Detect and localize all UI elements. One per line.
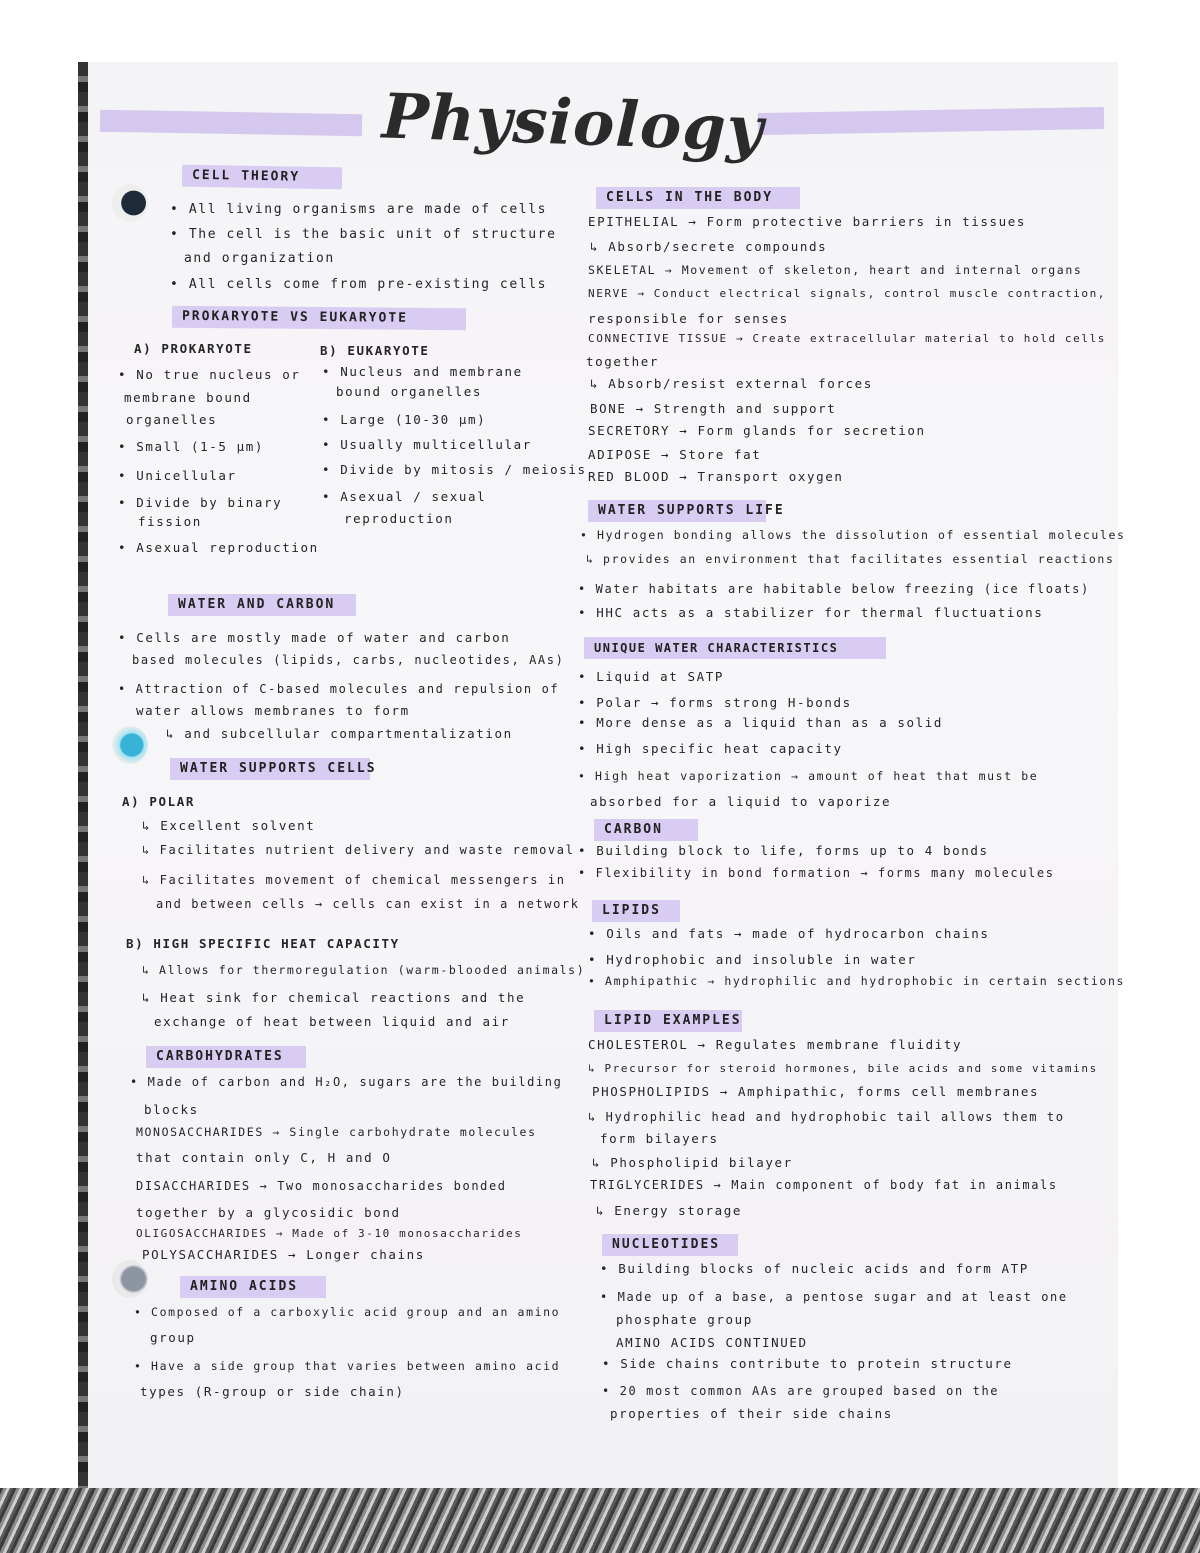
text-line: OLIGOSACCHARIDES → Made of 3-10 monosaccharides (136, 1227, 523, 1240)
background-right (1118, 62, 1200, 1488)
heading-water-supports-cells: WATER SUPPORTS CELLS (170, 758, 370, 780)
text-line: BONE → Strength and support (590, 401, 837, 416)
heading-carbon: CARBON (594, 819, 698, 841)
text-line: AMINO ACIDS CONTINUED (616, 1335, 808, 1350)
text-line: ↳ Excellent solvent (142, 818, 316, 833)
text-line: • Flexibility in bond formation → forms many molecules (578, 866, 1055, 880)
text-line: CHOLESTEROL → Regulates membrane fluidity (588, 1037, 963, 1052)
text-line: POLYSACCHARIDES → Longer chains (142, 1247, 425, 1262)
text-line: reproduction (344, 511, 454, 526)
text-line: RED BLOOD → Transport oxygen (588, 469, 844, 484)
text-line: • Asexual / sexual (322, 489, 487, 504)
text-line: TRIGLYCERIDES → Main component of body fat in animals (590, 1178, 1058, 1192)
binder-hole-bottom (112, 1260, 148, 1298)
text-line: • Liquid at SATP (578, 669, 725, 684)
text-line: form bilayers (600, 1131, 719, 1146)
heading-water-and-carbon: WATER AND CARBON (168, 594, 356, 616)
text-line: PHOSPHOLIPIDS → Amphipathic, forms cell membranes (592, 1084, 1040, 1099)
text-line: • Cells are mostly made of water and carbon (118, 630, 511, 645)
text-line: • Composed of a carboxylic acid group and an amino (134, 1305, 561, 1319)
text-line: • The cell is the basic unit of structure (170, 227, 557, 242)
text-line: group (150, 1330, 196, 1345)
text-line: • HHC acts as a stabilizer for thermal fluctuations (578, 605, 1044, 620)
text-line: together (586, 354, 660, 369)
page-edge (78, 62, 88, 1488)
text-line: ↳ provides an environment that facilitates essential reactions (586, 552, 1115, 566)
text-line: water allows membranes to form (136, 703, 410, 718)
text-line: and between cells → cells can exist in a network (156, 897, 580, 911)
text-line: and organization (184, 251, 335, 266)
heading-cell-theory: CELL THEORY (182, 165, 342, 190)
text-line: ↳ Facilitates nutrient delivery and waste removal (142, 843, 575, 857)
heading-water-supports-life: WATER SUPPORTS LIFE (588, 500, 766, 522)
text-line: absorbed for a liquid to vaporize (590, 794, 892, 809)
heading-prokaryote-vs-eukaryote: PROKARYOTE VS EUKARYOTE (172, 306, 466, 331)
text-line: • High heat vaporization → amount of heat that must be (578, 769, 1039, 783)
subheading-prokaryote: A) PROKARYOTE (134, 341, 253, 356)
text-line: • Polar → forms strong H-bonds (578, 695, 852, 710)
text-line: responsible for senses (588, 311, 789, 326)
text-line: • Usually multicellular (322, 437, 532, 452)
text-line: ↳ Facilitates movement of chemical messengers in (142, 873, 566, 887)
text-line: exchange of heat between liquid and air (154, 1014, 510, 1029)
text-line: • Asexual reproduction (118, 540, 319, 555)
text-line: EPITHELIAL → Form protective barriers in tissues (588, 214, 1027, 229)
text-line: ↳ Phospholipid bilayer (592, 1155, 793, 1170)
text-line: • Unicellular (118, 468, 237, 483)
text-line: phosphate group (616, 1312, 753, 1327)
text-line: • Side chains contribute to protein structure (602, 1356, 1013, 1371)
text-line: based molecules (lipids, carbs, nucleotides, AAs) (132, 653, 565, 667)
text-line: • Made up of a base, a pentose sugar and at least one (600, 1290, 1068, 1304)
text-line: fission (138, 514, 202, 529)
text-line: • High specific heat capacity (578, 741, 843, 756)
background-left (0, 62, 80, 1488)
text-line: • Amphipathic → hydrophilic and hydrophobic in certain sections (588, 974, 1125, 988)
text-line: organelles (126, 412, 218, 427)
text-line: • Nucleus and membrane (322, 364, 523, 379)
binder-hole-middle (112, 726, 148, 764)
text-line: ↳ Absorb/resist external forces (590, 376, 873, 391)
text-line: MONOSACCHARIDES → Single carbohydrate molecules (136, 1125, 537, 1139)
text-line: • More dense as a liquid than as a solid (578, 715, 944, 730)
background-table (0, 1488, 1200, 1553)
heading-carbohydrates: CARBOHYDRATES (146, 1046, 306, 1068)
text-line: ↳ Energy storage (596, 1203, 743, 1218)
text-line: ↳ Precursor for steroid hormones, bile acids and some vitamins (588, 1062, 1098, 1075)
text-line: • Building block to life, forms up to 4 bonds (578, 843, 989, 858)
background-top (0, 0, 1200, 62)
text-line: • Divide by binary (118, 495, 283, 510)
text-line: types (R-group or side chain) (140, 1384, 405, 1399)
text-line: • All living organisms are made of cells (170, 202, 548, 217)
text-line: • Attraction of C-based molecules and repulsion of (118, 682, 560, 696)
page-title: Physiology (380, 79, 765, 166)
text-line: bound organelles (336, 384, 483, 399)
binder-hole-top (112, 184, 148, 222)
text-line: NERVE → Conduct electrical signals, control muscle contraction, (588, 287, 1107, 300)
text-line: CONNECTIVE TISSUE → Create extracellular material to hold cells (588, 332, 1107, 345)
text-line: • 20 most common AAs are grouped based on the (602, 1384, 1000, 1398)
text-line: • Divide by mitosis / meiosis (322, 462, 587, 477)
subheading-polar: A) POLAR (122, 794, 196, 809)
text-line: • All cells come from pre-existing cells (170, 277, 548, 292)
text-line: • Oils and fats → made of hydrocarbon chains (588, 926, 990, 941)
heading-lipid-examples: LIPID EXAMPLES (594, 1010, 742, 1032)
text-line: • Building blocks of nucleic acids and form ATP (600, 1261, 1029, 1276)
subheading-specific-heat: B) HIGH SPECIFIC HEAT CAPACITY (126, 936, 400, 951)
text-line: DISACCHARIDES → Two monosaccharides bonded (136, 1179, 507, 1193)
text-line: SECRETORY → Form glands for secretion (588, 423, 926, 438)
text-line: membrane bound (124, 390, 252, 405)
text-line: • Have a side group that varies between amino acid (134, 1359, 561, 1373)
text-line: • Hydrophobic and insoluble in water (588, 952, 917, 967)
text-line: blocks (144, 1102, 199, 1117)
text-line: • Hydrogen bonding allows the dissolution of essential molecules (580, 528, 1126, 542)
heading-cells-in-the-body: CELLS IN THE BODY (596, 187, 800, 209)
text-line: • Small (1-5 μm) (118, 439, 265, 454)
text-line: together by a glycosidic bond (136, 1205, 401, 1220)
text-line: • Water habitats are habitable below freezing (ice floats) (578, 582, 1090, 596)
text-line: ↳ and subcellular compartmentalization (166, 726, 513, 741)
text-line: SKELETAL → Movement of skeleton, heart and internal organs (588, 263, 1083, 277)
text-line: that contain only C, H and O (136, 1150, 392, 1165)
text-line: properties of their side chains (610, 1406, 893, 1421)
text-line: • Large (10-30 μm) (322, 412, 487, 427)
text-line: • Made of carbon and H₂O, sugars are the building (130, 1075, 563, 1089)
heading-nucleotides: NUCLEOTIDES (602, 1234, 738, 1256)
heading-amino-acids: AMINO ACIDS (180, 1276, 326, 1298)
text-line: ↳ Heat sink for chemical reactions and the (142, 990, 526, 1005)
text-line: ↳ Absorb/secrete compounds (590, 239, 828, 254)
text-line: • No true nucleus or (118, 367, 301, 382)
text-line: ↳ Hydrophilic head and hydrophobic tail allows them to (588, 1110, 1065, 1124)
text-line: ADIPOSE → Store fat (588, 447, 762, 462)
heading-lipids: LIPIDS (592, 900, 680, 922)
heading-unique-water-characteristics: UNIQUE WATER CHARACTERISTICS (584, 637, 886, 659)
subheading-eukaryote: B) EUKARYOTE (320, 343, 430, 358)
text-line: ↳ Allows for thermoregulation (warm-blooded animals) (142, 963, 586, 977)
title-highlight-left (100, 110, 362, 137)
